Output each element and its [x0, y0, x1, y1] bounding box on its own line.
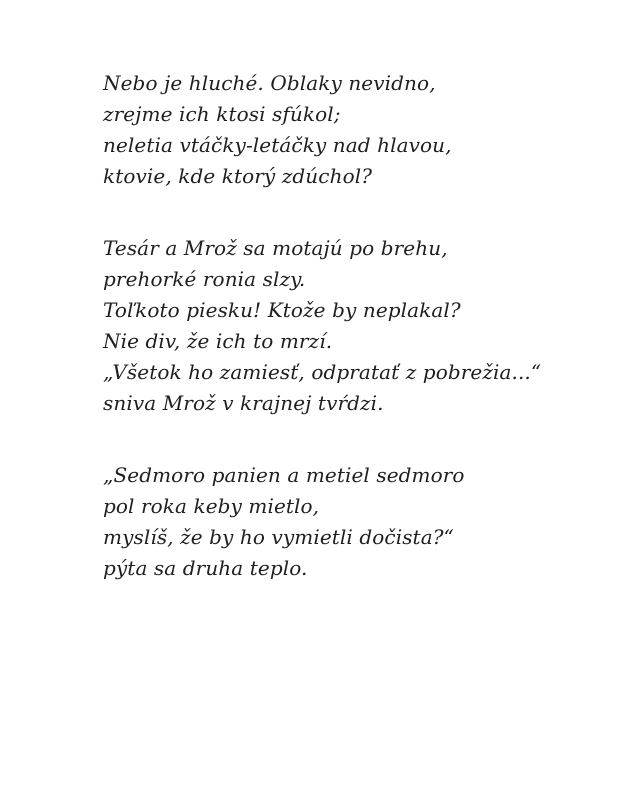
poem-line: prehorké ronia slzy.: [103, 267, 306, 291]
poem-line: Nie div, že ich to mrzí.: [103, 329, 333, 353]
poem-line: „Všetok ho zamiesť, odpratať z pobrežia...“: [103, 360, 542, 384]
poem-line: „Sedmoro panien a metiel sedmoro: [103, 463, 465, 487]
poem-line: myslíš, že by ho vymietli dočista?“: [103, 525, 454, 549]
stanza-3: [103, 460, 603, 584]
poem-line: Tesár a Mrož sa motajú po brehu,: [103, 236, 448, 260]
poem-line: neletia vtáčky-letáčky nad hlavou,: [103, 133, 452, 157]
stanza-1: [103, 68, 603, 192]
poem-line: Nebo je hluché. Oblaky nevidno,: [103, 71, 436, 95]
poem-line: pol roka keby mietlo,: [103, 494, 320, 518]
stanza-2: [103, 233, 603, 419]
poem-line: pýta sa druha teplo.: [103, 556, 308, 580]
poem-line: zrejme ich ktosi sfúkol;: [103, 102, 341, 126]
poem-text: [103, 68, 603, 584]
poem-line: sniva Mrož v krajnej tvŕdzi.: [103, 391, 384, 415]
poem-line: ktovie, kde ktorý zdúchol?: [103, 164, 373, 188]
poem-line: Toľkoto piesku! Ktože by neplakal?: [103, 298, 461, 322]
